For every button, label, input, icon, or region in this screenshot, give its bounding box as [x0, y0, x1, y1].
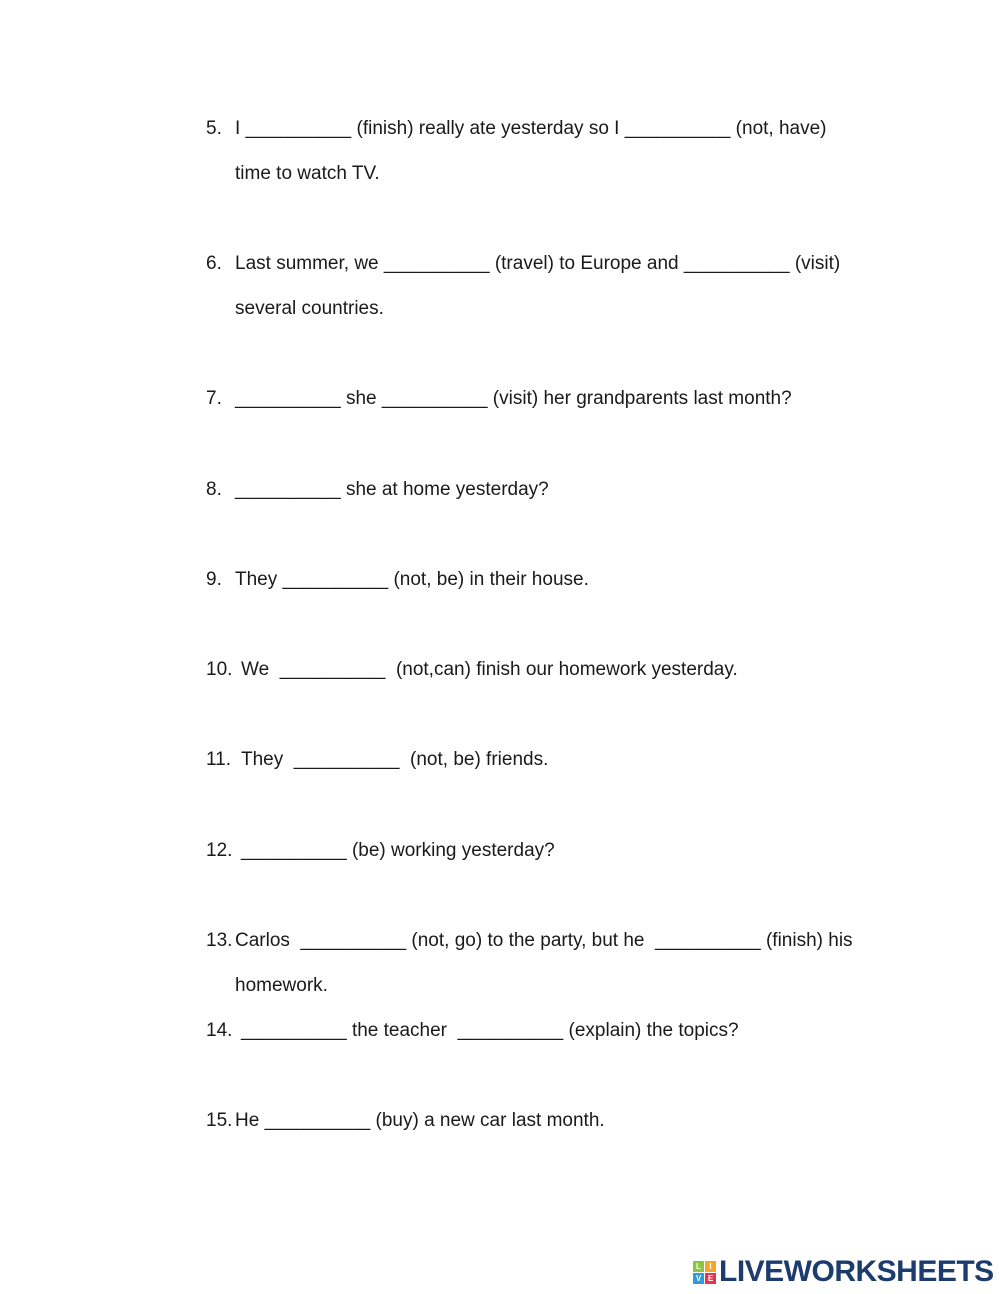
question-text: We __________ (not,can) finish our homework yesterday. — [241, 659, 738, 680]
question-text: He __________ (buy) a new car last month. — [235, 1110, 605, 1131]
question-number: 15. — [206, 1110, 233, 1131]
question-text: They __________ (not, be) friends. — [241, 749, 549, 770]
question-number: 9. — [206, 569, 222, 590]
question-number: 6. — [206, 253, 222, 274]
question-text: __________ (be) working yesterday? — [241, 840, 555, 861]
question-text: homework. — [235, 975, 328, 996]
question-text: several countries. — [235, 298, 384, 319]
question-number: 8. — [206, 479, 222, 500]
question-text: time to watch TV. — [235, 163, 380, 184]
question-text: They __________ (not, be) in their house. — [235, 569, 589, 590]
question-text: __________ the teacher __________ (explain) the topics? — [241, 1020, 739, 1041]
liveworksheets-logo — [693, 1255, 994, 1289]
question-text: I __________ (finish) really ate yesterday so I __________ (not, have) — [235, 118, 827, 139]
question-number: 11. — [206, 749, 232, 770]
question-text: Carlos __________ (not, go) to the party, but he __________ (finish) his — [235, 930, 853, 951]
logo-tile: I — [705, 1261, 716, 1272]
question-text: Last summer, we __________ (travel) to Europe and __________ (visit) — [235, 253, 841, 274]
question-text: __________ she at home yesterday? — [235, 479, 549, 500]
logo-tiles-icon — [693, 1261, 716, 1284]
question-number: 13. — [206, 930, 233, 951]
question-number: 7. — [206, 388, 222, 409]
logo-tile: V — [693, 1273, 704, 1284]
question-number: 14. — [206, 1020, 233, 1041]
logo-text: LIVEWORKSHEETS — [719, 1255, 994, 1288]
logo-tile: E — [705, 1273, 716, 1284]
question-number: 10. — [206, 659, 233, 680]
question-number: 5. — [206, 118, 222, 139]
question-number: 12. — [206, 840, 233, 861]
question-text: __________ she __________ (visit) her grandparents last month? — [235, 388, 792, 409]
logo-tile: L — [693, 1261, 704, 1272]
